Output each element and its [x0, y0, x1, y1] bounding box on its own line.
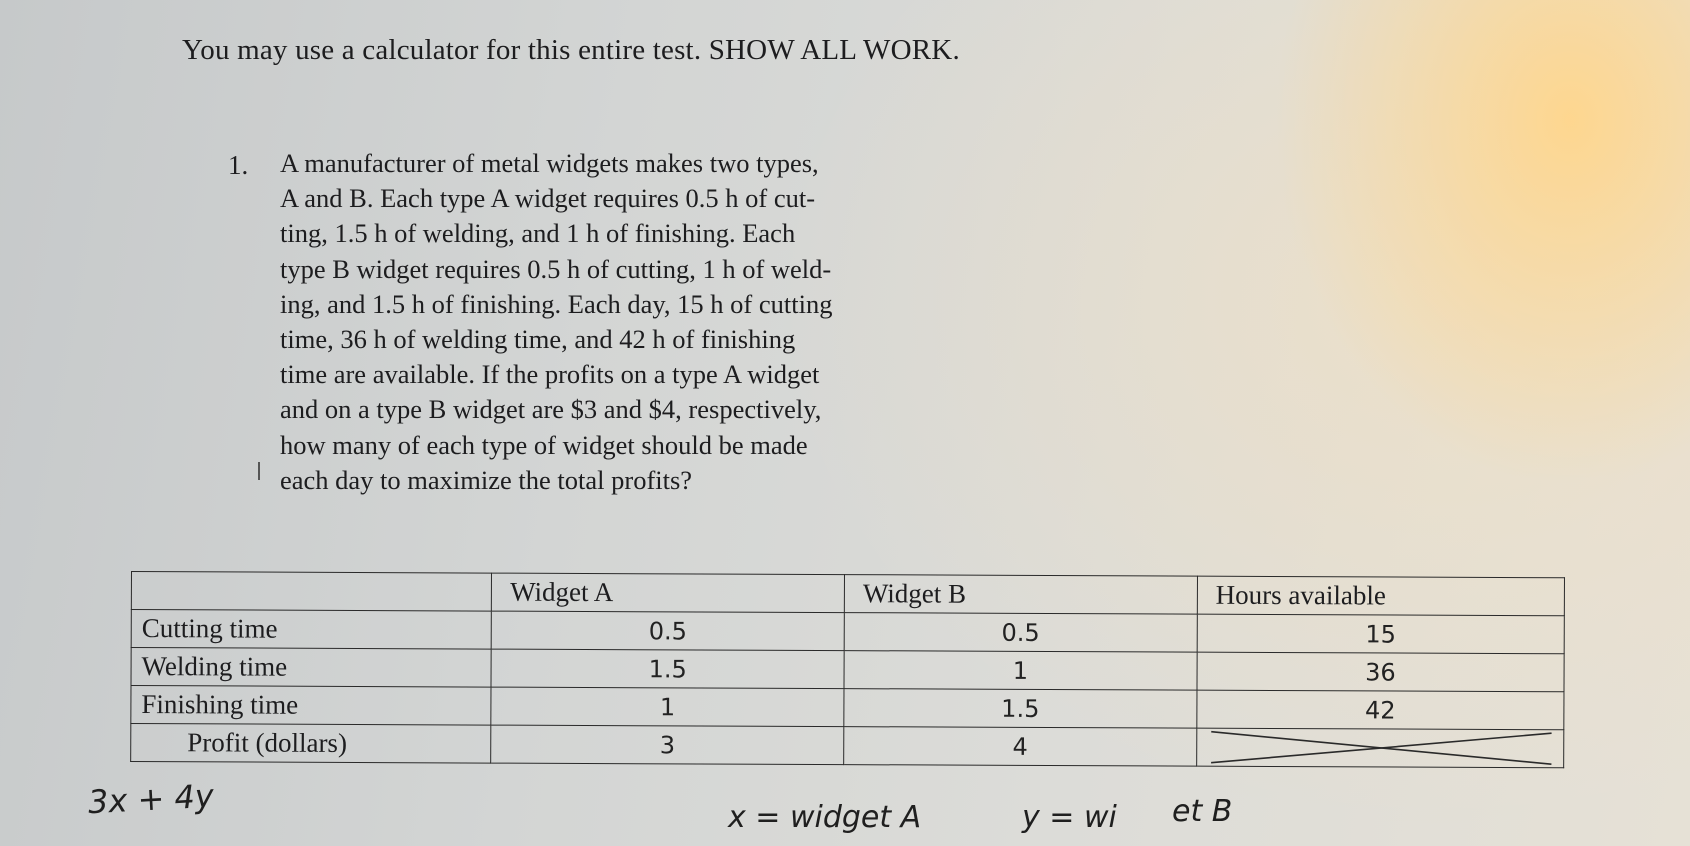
- question-line: A and B. Each type A widget requires 0.5 h of cut-: [280, 183, 816, 214]
- cell-profit-hours-crossed: [1196, 728, 1563, 768]
- table-header-blank: [131, 572, 491, 612]
- question-number: 1.: [228, 150, 249, 180]
- widget-data-table: [130, 571, 1565, 768]
- question-line: ting, 1.5 h of welding, and 1 h of finishing. Each: [280, 218, 796, 249]
- question-line: type B widget requires 0.5 h of cutting, 1 h of weld-: [280, 253, 832, 284]
- row-label-profit: Profit (dollars): [131, 724, 491, 764]
- question-line: and on a type B widget are $3 and $4, respectively,: [280, 394, 822, 425]
- question-line: ing, and 1.5 h of finishing. Each day, 15 h of cutting: [280, 288, 833, 319]
- question-line: how many of each type of widget should be made: [280, 429, 808, 460]
- row-label-welding: Welding time: [131, 648, 491, 688]
- cell-cutting-hours: 15: [1197, 614, 1564, 654]
- cell-cutting-widget-b: 0.5: [844, 613, 1197, 653]
- cell-welding-hours: 36: [1197, 652, 1564, 692]
- table-header-widget-a: Widget A: [492, 573, 845, 613]
- cell-welding-widget-a: 1.5: [491, 649, 844, 689]
- question-line: A manufacturer of metal widgets makes two types,: [280, 148, 819, 178]
- row-label-cutting: Cutting time: [131, 610, 491, 650]
- table-header-row: [131, 572, 1564, 616]
- cell-profit-widget-a: 3: [491, 725, 844, 765]
- handwritten-objective: 3x + 4y: [87, 776, 215, 822]
- question-line: each day to maximize the total profits?: [280, 464, 693, 495]
- stray-pencil-mark: [258, 462, 260, 480]
- row-label-finishing: Finishing time: [131, 686, 491, 726]
- cell-cutting-widget-a: 0.5: [491, 611, 844, 651]
- cell-finishing-hours: 42: [1197, 690, 1564, 730]
- handwritten-y-definition: y = wi: [1022, 800, 1117, 835]
- question-text: [280, 146, 940, 498]
- table-row: [131, 610, 1564, 654]
- cell-finishing-widget-b: 1.5: [844, 689, 1197, 729]
- handwritten-x-definition: x = widget A: [728, 800, 922, 835]
- question-line: time are available. If the profits on a type A widget: [280, 359, 820, 390]
- table-header-hours: Hours available: [1197, 576, 1564, 616]
- question-line: time, 36 h of welding time, and 42 h of finishing: [280, 324, 796, 355]
- handwritten-y-definition-end: et B: [1172, 794, 1233, 829]
- table-row: [131, 648, 1564, 692]
- cross-out-icon: [1197, 729, 1563, 768]
- cell-finishing-widget-a: 1: [491, 687, 844, 727]
- test-instructions: You may use a calculator for this entire test. SHOW ALL WORK.: [182, 34, 960, 66]
- table-header-widget-b: Widget B: [844, 575, 1197, 615]
- cell-profit-widget-b: 4: [844, 727, 1197, 767]
- table-row: [131, 724, 1564, 768]
- cell-welding-widget-b: 1: [844, 651, 1197, 691]
- table-row: [131, 686, 1564, 730]
